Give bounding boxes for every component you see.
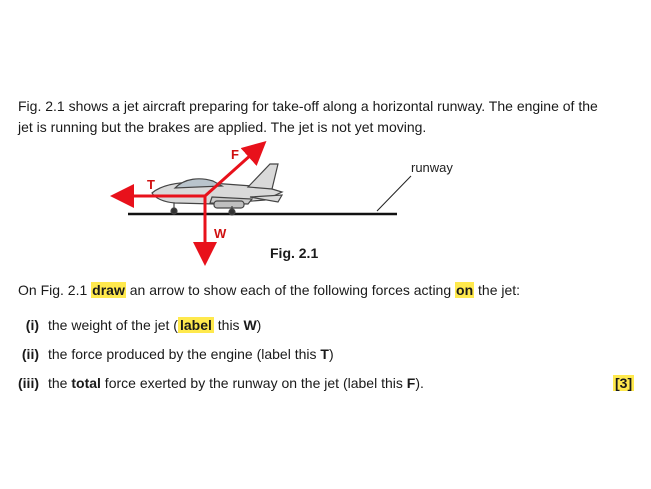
question-text-pre: the force produced by the engine (label this — [48, 346, 321, 362]
instruction-part-2: an arrow to show each of the following forces acting — [125, 282, 456, 298]
question-text — [48, 317, 261, 333]
question-number: (i) — [25, 317, 39, 333]
marks-badge: [3] — [615, 375, 633, 391]
question-bold-word: total — [71, 375, 101, 391]
instruction-part-1: On Fig. 2.1 — [18, 282, 92, 298]
force-label-T: T — [147, 177, 155, 192]
question-text-pre: the — [48, 375, 72, 391]
question-text-close: ) — [328, 346, 334, 362]
instruction-part-3: the jet: — [474, 282, 521, 298]
force-label-F: F — [231, 147, 239, 162]
question-text-pre: the weight of the jet ( — [48, 317, 178, 333]
runway-pointer — [377, 176, 411, 211]
question-text-post: this — [213, 317, 244, 333]
question-bold-label: F — [406, 375, 416, 391]
question-bold-label: W — [243, 317, 257, 333]
question-bold-label: T — [320, 346, 329, 362]
question-text-close: ) — [256, 317, 262, 333]
instruction-line — [18, 282, 520, 298]
figure-caption: Fig. 2.1 — [270, 245, 319, 261]
question-number: (ii) — [21, 346, 39, 362]
highlight-on: on — [456, 282, 474, 298]
question-text-close: ). — [415, 375, 424, 391]
question-text-post: force exerted by the runway on the jet (label this — [100, 375, 407, 391]
runway-label: runway — [411, 160, 453, 175]
highlight-label: label — [179, 317, 212, 333]
intro-line-2: jet is running but the brakes are applied. The jet is not yet moving. — [18, 119, 427, 135]
intro-line-1: Fig. 2.1 shows a jet aircraft preparing for take-off along a horizontal runway. The engine of the — [18, 98, 598, 114]
highlight-draw: draw — [92, 282, 125, 298]
question-number: (iii) — [18, 375, 39, 391]
question-text — [48, 375, 424, 391]
jet-aircraft — [152, 164, 282, 215]
question-text — [48, 346, 334, 362]
force-label-W: W — [214, 226, 227, 241]
